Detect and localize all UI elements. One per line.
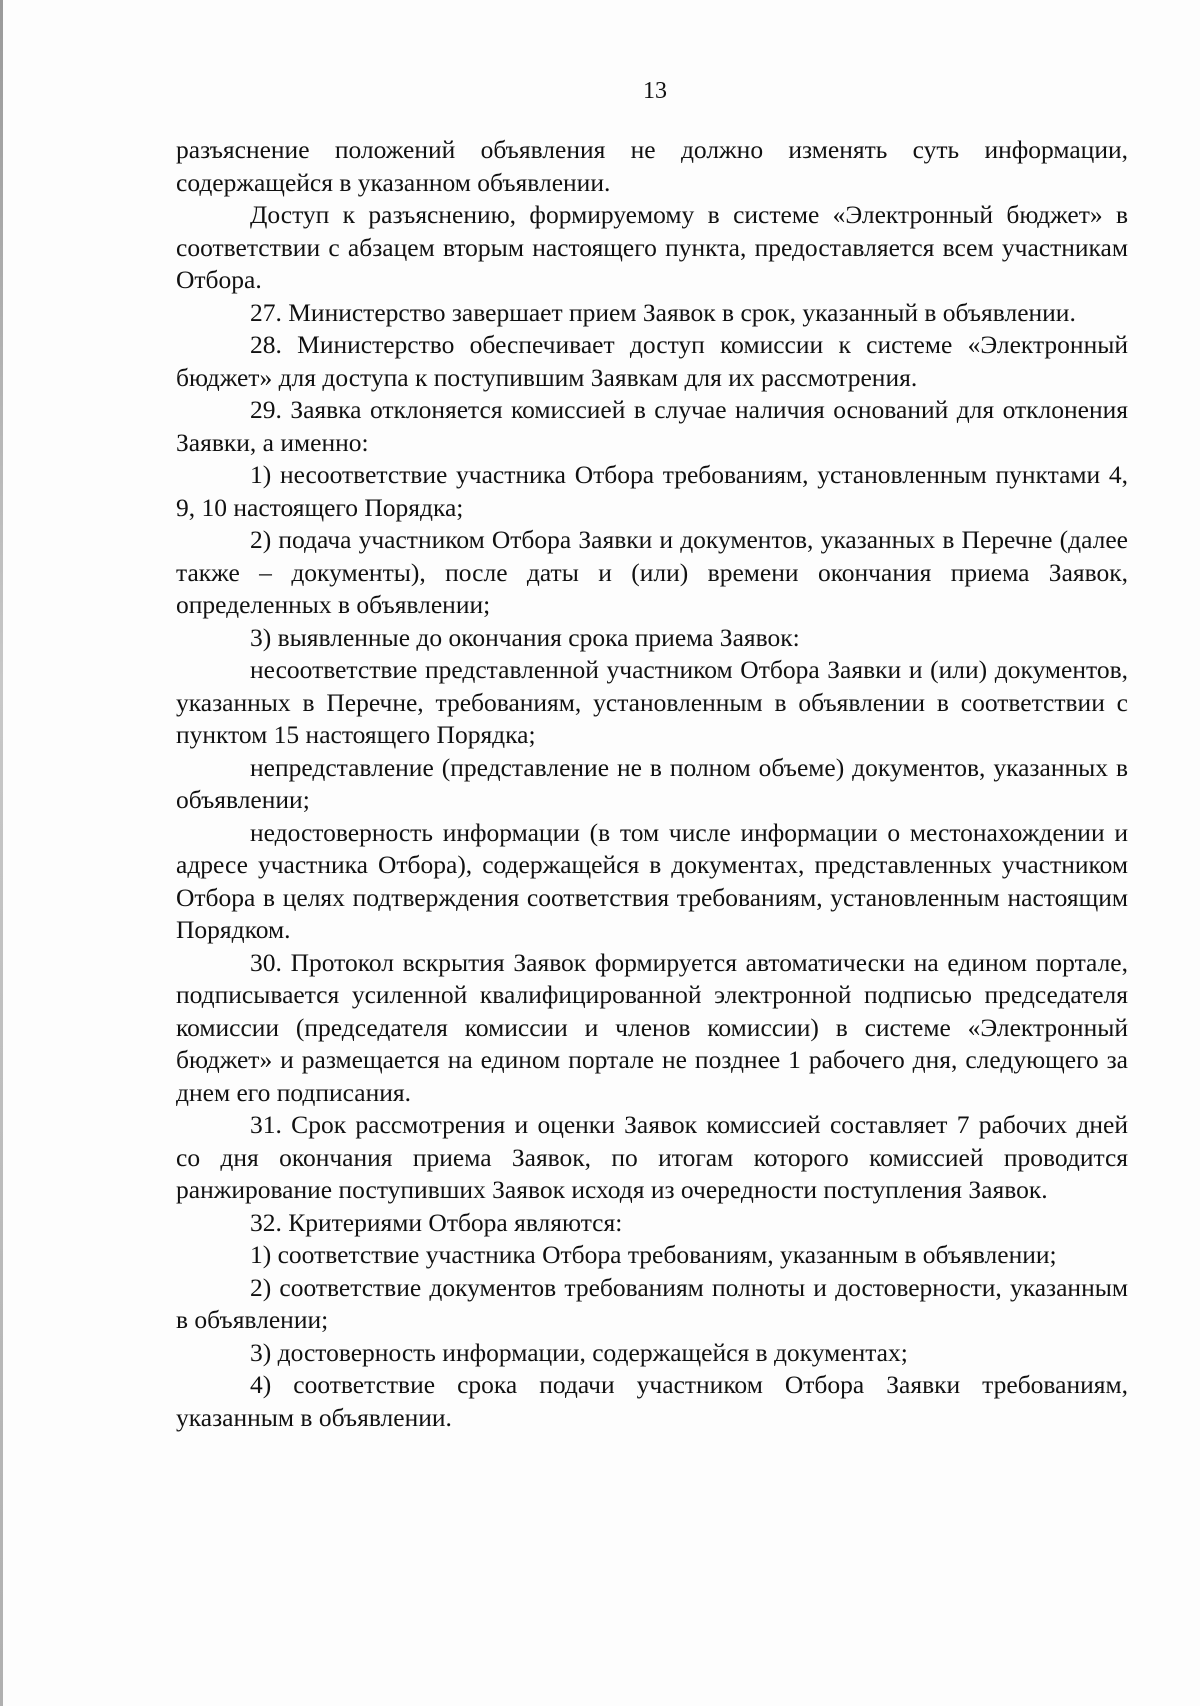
- paragraph: 3) достоверность информации, содержащейся в документах;: [250, 1337, 908, 1367]
- paragraph: 27. Министерство завершает прием Заявок в срок, указанный в объявлении.: [250, 297, 1076, 327]
- paragraph: недостоверность информации (в том числе информации о местонахождении и адресе участника Отбора), содержащейся в документах, представленных участником Отбора в целях подтверждения соответствия требованиям, установленным настоящим Порядком.: [176, 817, 1128, 944]
- paragraph: 32. Критериями Отбора являются:: [250, 1207, 623, 1237]
- scan-edge: [0, 0, 3, 1706]
- paragraph: 31. Срок рассмотрения и оценки Заявок комиссией составляет 7 рабочих дней со дня окончания приема Заявок, по итогам которого комиссией проводится ранжирование поступивших Заявок исходя из очередности поступления Заявок.: [176, 1110, 1128, 1204]
- paragraph: 2) подача участником Отбора Заявки и документов, указанных в Перечне (далее также – документы), после даты и (или) времени окончания приема Заявок, определенных в объявлении;: [176, 525, 1128, 619]
- document-body: [176, 134, 1128, 1434]
- page-number: 13: [643, 78, 667, 104]
- paragraph: 4) соответствие срока подачи участником Отбора Заявки требованиям, указанным в объявлении.: [176, 1370, 1128, 1432]
- paragraph: 2) соответствие документов требованиям полноты и достоверности, указанным в объявлении;: [176, 1272, 1128, 1334]
- paragraph: 1) несоответствие участника Отбора требованиям, установленным пунктами 4, 9, 10 настоящего Порядка;: [176, 460, 1128, 522]
- paragraph: 28. Министерство обеспечивает доступ комиссии к системе «Электронный бюджет» для доступа к поступившим Заявкам для их рассмотрения.: [176, 330, 1128, 392]
- paragraph: 1) соответствие участника Отбора требованиям, указанным в объявлении;: [250, 1240, 1057, 1269]
- paragraph: непредставление (представление не в полном объеме) документов, указанных в объявлении;: [176, 752, 1128, 814]
- paragraph: разъяснение положений объявления не должно изменять суть информации, содержащейся в указанном объявлении.: [176, 135, 1128, 197]
- paragraph: 29. Заявка отклоняется комиссией в случае наличия оснований для отклонения Заявки, а именно:: [176, 395, 1128, 457]
- paragraph: несоответствие представленной участником Отбора Заявки и (или) документов, указанных в Перечне, требованиям, установленным в объявлении в соответствии с пунктом 15 настоящего Порядка;: [176, 655, 1128, 749]
- paragraph: Доступ к разъяснению, формируемому в системе «Электронный бюджет» в соответствии с абзацем вторым настоящего пункта, предоставляется всем участникам Отбора.: [176, 200, 1128, 294]
- paragraph: 30. Протокол вскрытия Заявок формируется автоматически на едином портале, подписывается усиленной квалифицированной электронной подписью председателя комиссии (председателя комиссии и членов комиссии) в системе «Электронный бюджет» и размещается на едином портале не позднее 1 рабочего дня, следующего за днем его подписания.: [176, 947, 1128, 1107]
- paragraph: 3) выявленные до окончания срока приема Заявок:: [250, 622, 800, 652]
